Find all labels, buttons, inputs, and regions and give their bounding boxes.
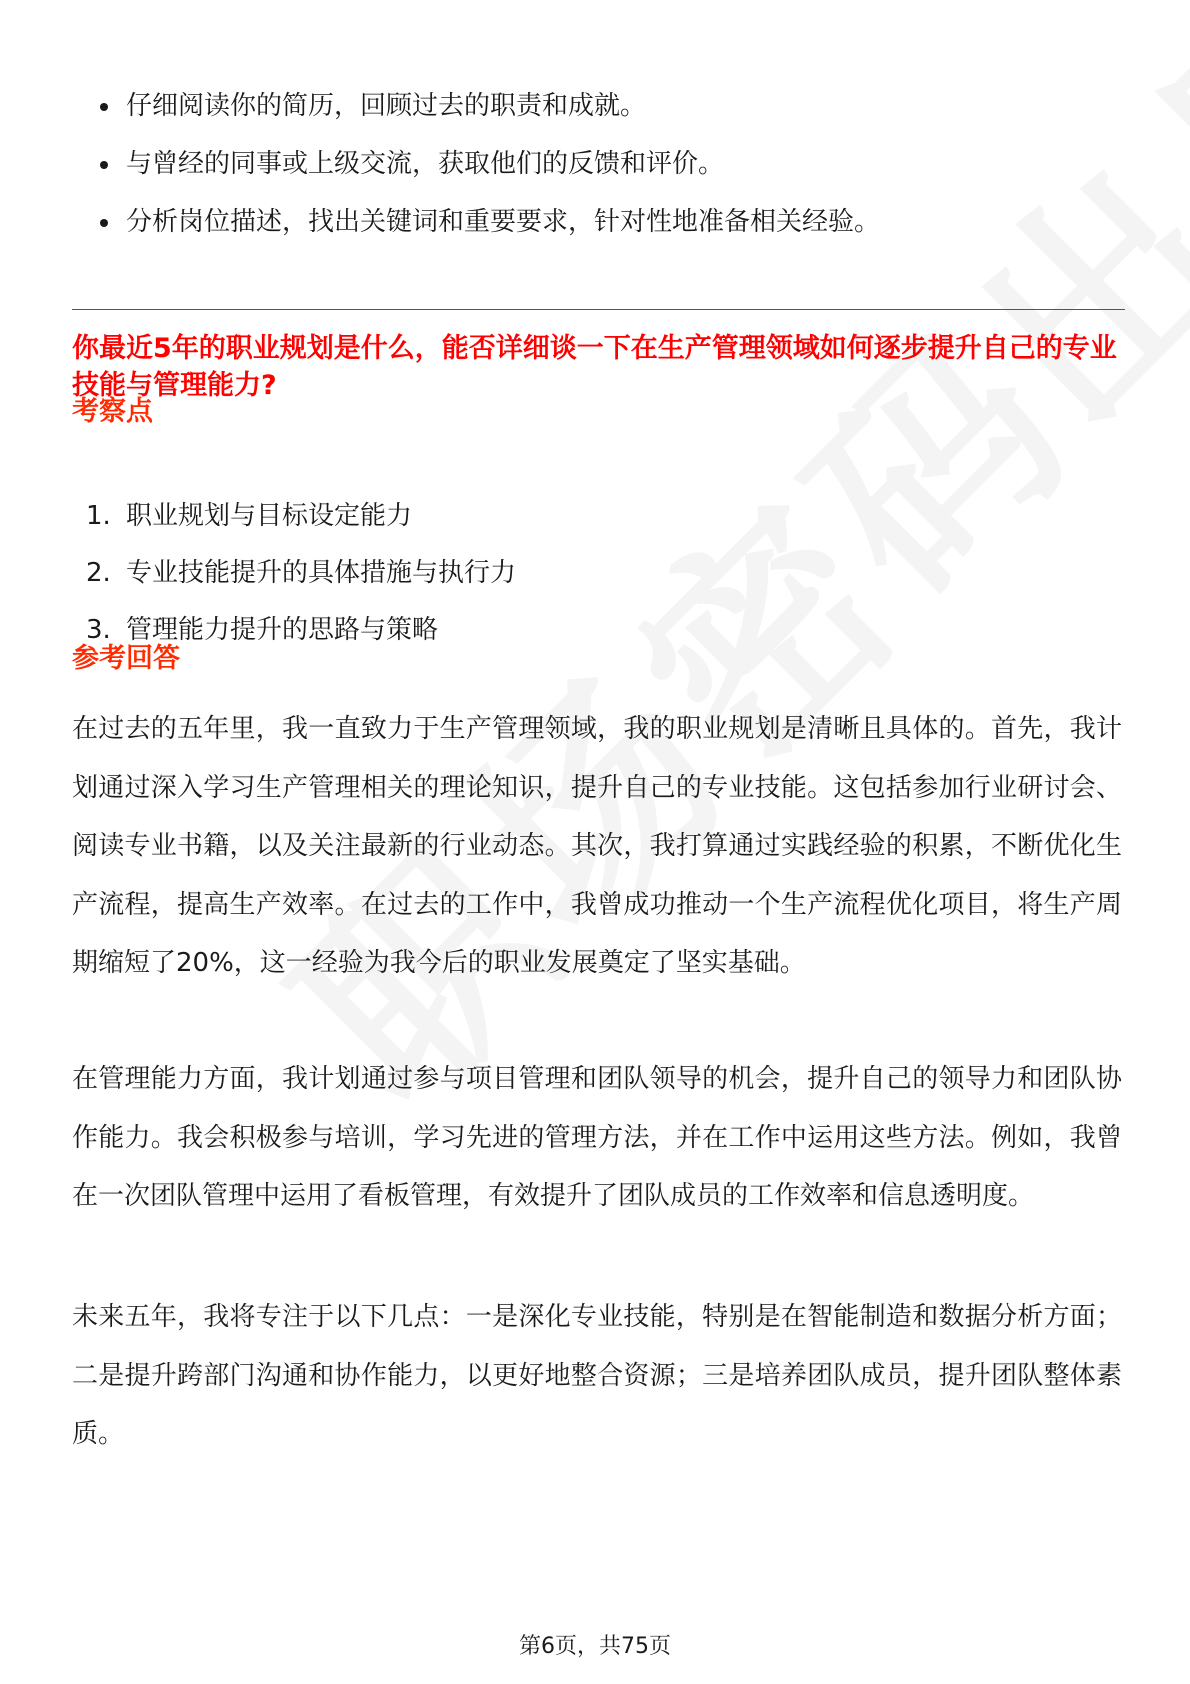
item-text: 管理能力提升的思路与策略 [126,615,439,645]
assessment-list [72,498,1122,669]
page-number: 第6页，共75页 [519,1634,671,1659]
bullet-dot-icon [100,219,108,227]
bullet-text: 仔细阅读你的简历，回顾过去的职责和成就。 [126,91,647,121]
assessment-item [72,498,1122,534]
interview-question: 你最近5年的职业规划是什么，能否详细谈一下在生产管理领域如何逐步提升自己的专业技能与管理能力? [72,333,1117,401]
answer-paragraph: 在管理能力方面，我计划通过参与项目管理和团队领导的机会，提升自己的领导力和团队协作能力。我会积极参与培训，学习先进的管理方法，并在工作中运用这些方法。例如，我曾在一次团队管理中运用了看板管理，有效提升了团队成员的工作效率和信息透明度。 [72,1064,1122,1211]
assessment-item [72,555,1122,591]
assessment-heading: 考察点 [72,396,153,427]
bullet-item [72,146,1122,182]
answer-heading: 参考回答 [72,643,180,674]
bullet-dot-icon [100,161,108,169]
item-number: 2. [86,558,111,588]
bullet-text: 分析岗位描述，找出关键词和重要要求，针对性地准备相关经验。 [126,207,881,237]
bullet-item [72,88,1122,124]
section-divider [72,309,1125,310]
item-text: 专业技能提升的具体措施与执行力 [126,558,517,588]
bullet-dot-icon [100,103,108,111]
item-number: 3. [86,615,111,645]
item-text: 职业规划与目标设定能力 [126,501,413,531]
bullet-item [72,204,1122,240]
answer-paragraph: 在过去的五年里，我一直致力于生产管理领域，我的职业规划是清晰且具体的。首先，我计划通过深入学习生产管理相关的理论知识，提升自己的专业技能。这包括参加行业研讨会、阅读专业书籍，以及关注最新的行业动态。其次，我打算通过实践经验的积累，不断优化生产流程，提高生产效率。在过去的工作中，我曾成功推动一个生产流程优化项目，将生产周期缩短了20%，这一经验为我今后的职业发展奠定了坚实基础。 [72,714,1122,978]
intro-bullet-list [72,88,1122,262]
assessment-item [72,612,1122,648]
item-number: 1. [86,501,111,531]
answer-paragraph: 未来五年，我将专注于以下几点：一是深化专业技能，特别是在智能制造和数据分析方面；二是提升跨部门沟通和协作能力，以更好地整合资源；三是培养团队成员，提升团队整体素质。 [72,1302,1122,1449]
bullet-text: 与曾经的同事或上级交流，获取他们的反馈和评价。 [126,149,725,179]
